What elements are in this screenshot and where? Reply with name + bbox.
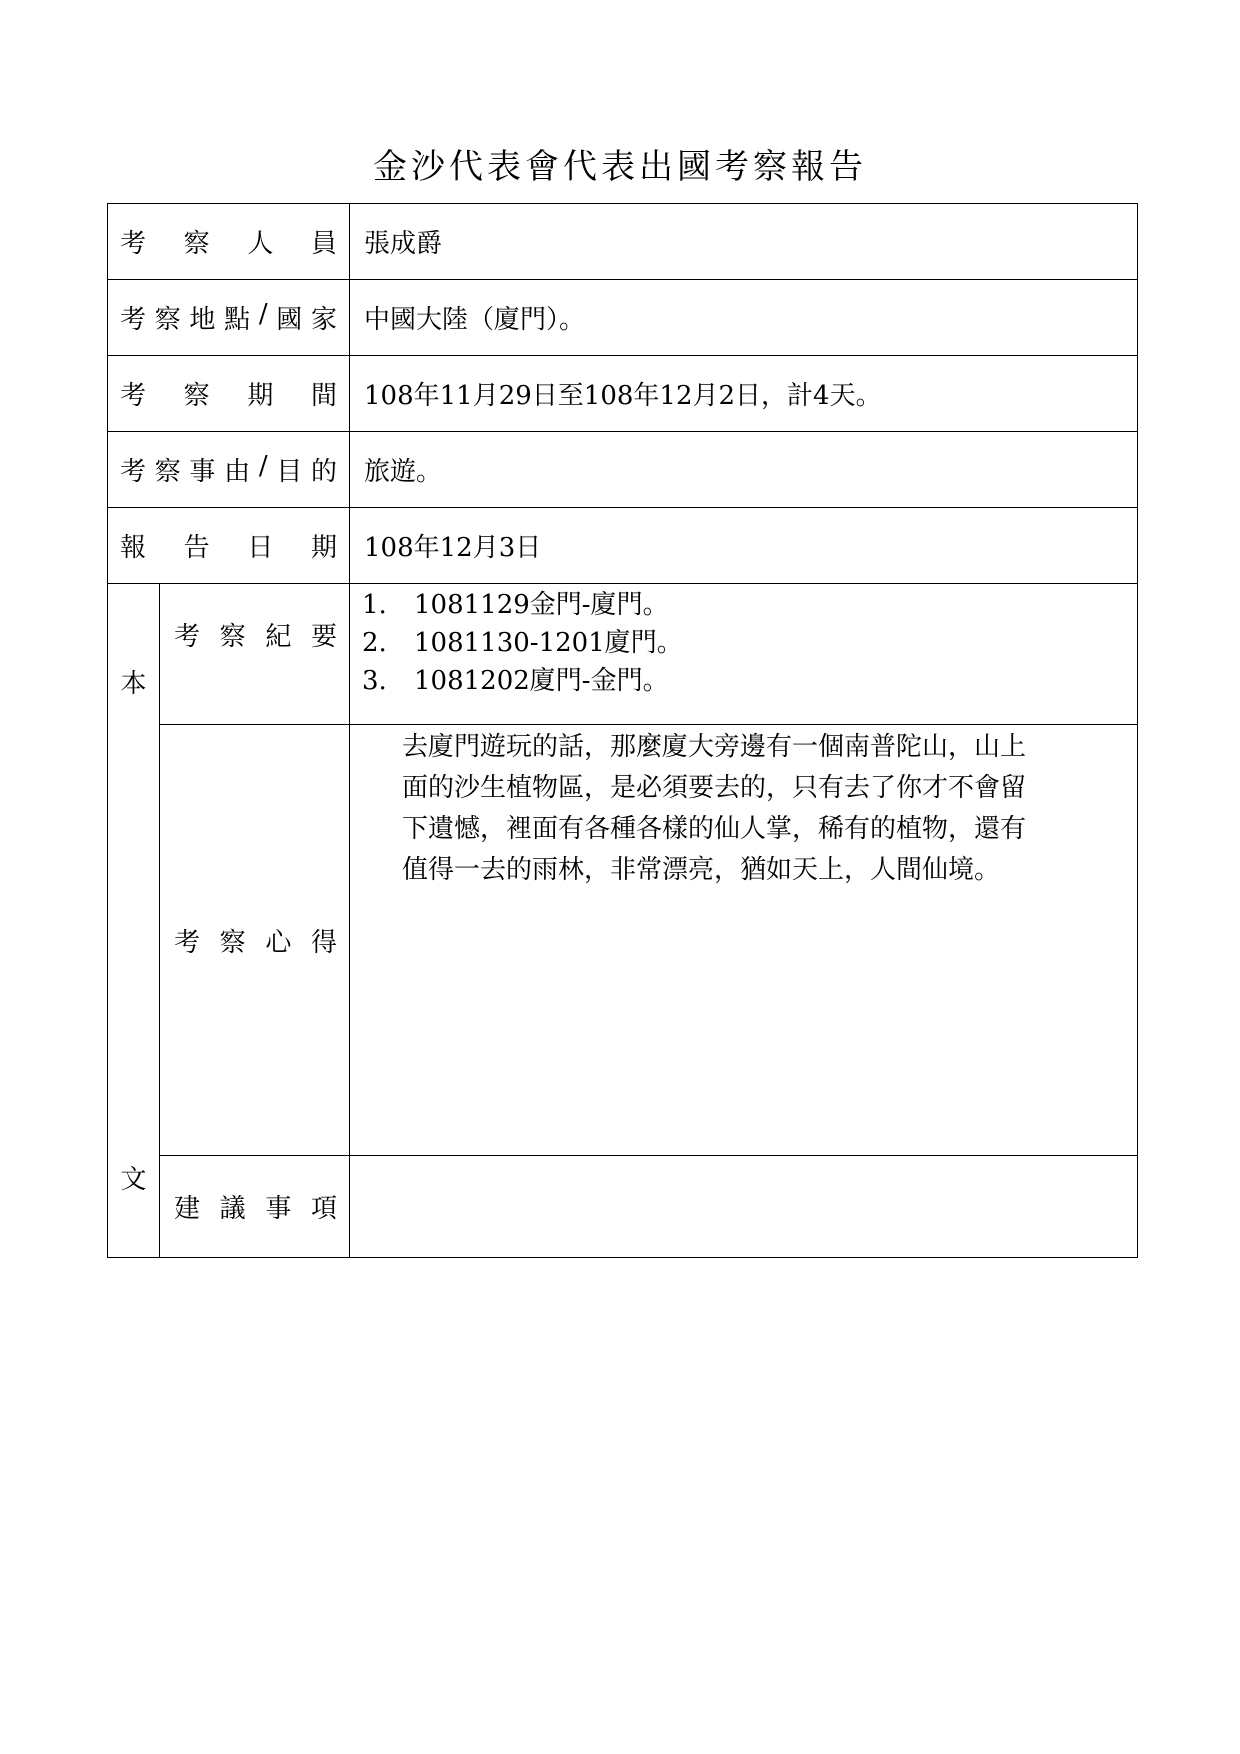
label-period: 考 察 期 間	[108, 356, 350, 432]
value-purpose: 旅遊。	[350, 432, 1138, 508]
label-suggestions: 建 議 事 項	[160, 1156, 350, 1258]
report-table	[107, 203, 1138, 1258]
value-report-date: 108年12月3日	[350, 508, 1138, 584]
row-location	[108, 280, 1138, 356]
summary-list	[350, 584, 1137, 700]
value-personnel: 張成爵	[350, 204, 1138, 280]
row-summary	[108, 584, 1138, 725]
list-item: 2. 1081130-1201廈門。	[362, 628, 683, 658]
row-reflection	[108, 725, 1138, 1156]
label-reflection: 考 察 心 得	[160, 725, 350, 1156]
summary-list-cell	[350, 584, 1138, 725]
value-period: 108年11月29日至108年12月2日，計4天。	[350, 356, 1138, 432]
row-purpose	[108, 432, 1138, 508]
row-report-date	[108, 508, 1138, 584]
body-side-label: 本 文	[108, 584, 160, 1258]
label-purpose: 考 察 事 由 / 目 的	[108, 432, 350, 508]
label-summary: 考 察 紀 要	[160, 584, 350, 725]
reflection-text: 去廈門遊玩的話，那麼廈大旁邊有一個南普陀山，山上 面的沙生植物區，是必須要去的，只有去了你才不會留 下遺憾，裡面有各種各樣的仙人掌，稀有的植物，還有 值得一去的雨林，非常漂亮，猶如天上，人間仙境。	[350, 725, 1138, 1156]
label-personnel: 考 察 人 員	[108, 204, 350, 280]
row-personnel	[108, 204, 1138, 280]
value-suggestions	[350, 1156, 1138, 1258]
page-title: 金沙代表會代表出國考察報告	[373, 147, 867, 187]
list-item: 3. 1081202廈門-金門。	[362, 666, 669, 696]
list-item: 1. 1081129金門-廈門。	[362, 590, 669, 620]
row-period	[108, 356, 1138, 432]
row-suggestions	[108, 1156, 1138, 1258]
value-location: 中國大陸（廈門）。	[350, 280, 1138, 356]
label-location: 考 察 地 點 / 國 家	[108, 280, 350, 356]
label-report-date: 報 告 日 期	[108, 508, 350, 584]
